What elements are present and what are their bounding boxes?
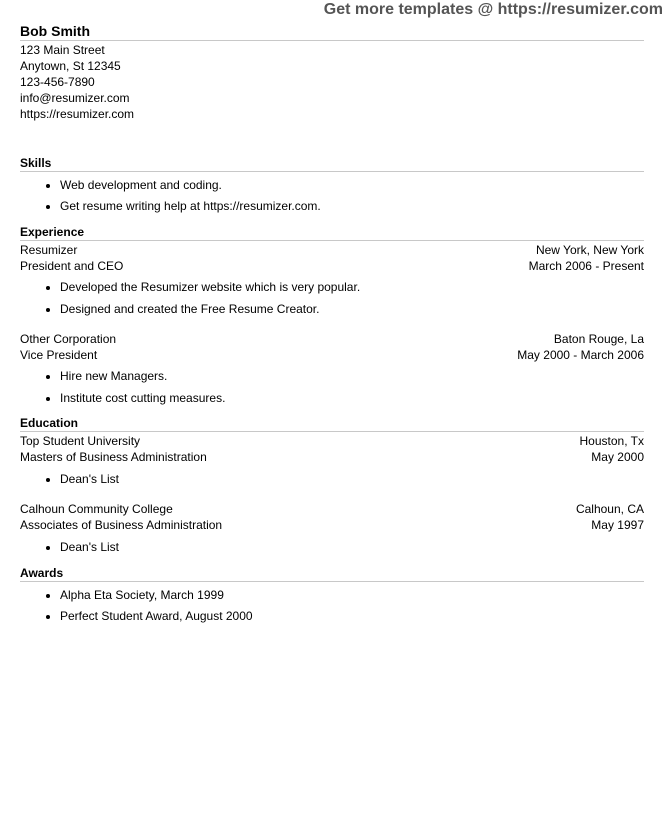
skill-item: • Get resume writing help at https://resumizer.com. xyxy=(60,198,644,214)
school-location: Houston, Tx xyxy=(579,434,644,448)
job-dates: May 2000 - March 2006 xyxy=(517,348,644,362)
employer-name: Other Corporation xyxy=(20,332,117,346)
skill-item: • Web development and coding. xyxy=(60,177,644,193)
school-name: Top Student University xyxy=(20,434,141,448)
job-bullet: • Hire new Managers. xyxy=(60,368,644,384)
education-bullets xyxy=(20,539,644,555)
job-bullets xyxy=(20,279,644,317)
job-bullets xyxy=(20,368,644,406)
resume-page xyxy=(20,23,644,629)
education-entry xyxy=(20,433,644,487)
education-entry xyxy=(20,501,644,555)
degree-date: May 1997 xyxy=(591,518,644,532)
degree-date: May 2000 xyxy=(591,450,644,464)
job-location: New York, New York xyxy=(535,243,644,257)
job-location: Baton Rouge, La xyxy=(553,332,644,346)
school-name: Calhoun Community College xyxy=(20,502,173,516)
award-item: • Perfect Student Award, August 2000 xyxy=(60,608,644,624)
education-bullet: • Dean's List xyxy=(60,539,644,555)
experience-heading: Experience xyxy=(20,225,644,241)
job-bullet: • Developed the Resumizer website which is very popular. xyxy=(60,279,644,295)
school-location: Calhoun, CA xyxy=(575,502,644,516)
awards-section xyxy=(20,566,644,624)
contact-city: Anytown, St 12345 xyxy=(20,59,121,73)
contact-email[interactable]: info@resumizer.com xyxy=(20,91,130,105)
skills-list xyxy=(20,177,644,214)
contact-street: 123 Main Street xyxy=(20,43,105,57)
awards-list xyxy=(20,587,644,624)
degree-name: Associates of Business Administration xyxy=(20,518,223,532)
job-title: Vice President xyxy=(20,348,98,362)
awards-heading: Awards xyxy=(20,566,644,582)
skills-heading: Skills xyxy=(20,156,644,172)
experience-entry xyxy=(20,331,644,406)
contact-phone: 123-456-7890 xyxy=(20,75,95,89)
experience-section xyxy=(20,225,644,406)
resume-name: Bob Smith xyxy=(20,23,644,41)
skills-section xyxy=(20,156,644,214)
education-section xyxy=(20,416,644,555)
employer-name: Resumizer xyxy=(20,243,78,257)
contact-block xyxy=(20,42,644,122)
education-bullets xyxy=(20,471,644,487)
contact-website[interactable]: https://resumizer.com xyxy=(20,107,135,121)
award-item: • Alpha Eta Society, March 1999 xyxy=(60,587,644,603)
job-dates: March 2006 - Present xyxy=(528,259,644,273)
experience-entry xyxy=(20,242,644,317)
education-bullet: • Dean's List xyxy=(60,471,644,487)
degree-name: Masters of Business Administration xyxy=(20,450,207,464)
templates-banner-link[interactable]: Get more templates @ https://resumizer.com xyxy=(323,1,663,18)
education-heading: Education xyxy=(20,416,644,432)
job-title: President and CEO xyxy=(20,259,124,273)
job-bullet: • Designed and created the Free Resume Creator. xyxy=(60,301,644,317)
job-bullet: • Institute cost cutting measures. xyxy=(60,390,644,406)
